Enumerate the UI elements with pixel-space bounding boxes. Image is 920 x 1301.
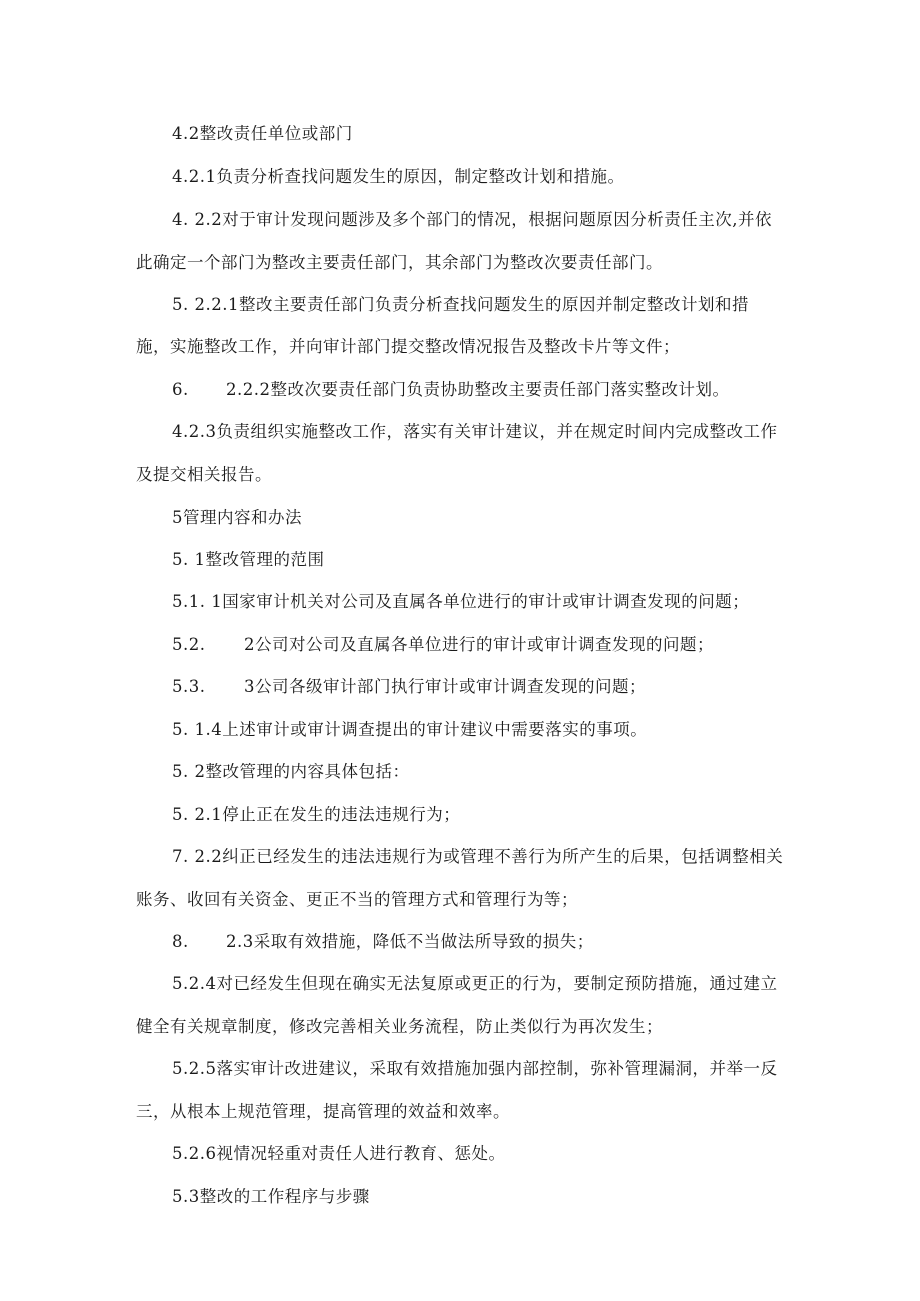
paragraph-line: 及提交相关报告。 — [136, 465, 272, 484]
paragraph-line: 5.2.6视情况轻重对责任人进行教育、惩处。 — [172, 1144, 506, 1163]
subsection-heading: 5.3整改的工作程序与步骤 — [172, 1187, 370, 1206]
subsection-heading: 5. 1整改管理的范围 — [172, 550, 325, 569]
paragraph-line: 4.2.1负责分析查找问题发生的原因，制定整改计划和措施。 — [172, 167, 625, 186]
paragraph-line: 5.1. 1国家审计机关对公司及直属各单位进行的审计或审计调查发现的问题； — [172, 592, 750, 611]
list-number: 6. — [172, 380, 189, 399]
list-number: 5.3. — [172, 677, 206, 696]
paragraph-line: 4.2.3负责组织实施整改工作，落实有关审计建议，并在规定时间内完成整改工作 — [172, 422, 778, 441]
subsection-heading: 5. 2整改管理的内容具体包括： — [172, 762, 410, 781]
section-heading: 5管理内容和办法 — [172, 508, 302, 527]
paragraph-line: 7. 2.2纠正已经发生的违法违规行为或管理不善行为所产生的后果，包括调整相关 — [172, 847, 784, 866]
heading-4-2: 4.2整改责任单位或部门 — [172, 124, 353, 143]
paragraph-line: 账务、收回有关资金、更正不当的管理方式和管理行为等； — [136, 890, 578, 909]
paragraph-line: 5. 2.2.1整改主要责任部门负责分析查找问题发生的原因并制定整改计划和措 — [172, 295, 749, 314]
paragraph-line: 健全有关规章制度，修改完善相关业务流程，防止类似行为再次发生； — [136, 1017, 663, 1036]
paragraph-line: 2.3采取有效措施，降低不当做法所导致的损失； — [226, 932, 594, 951]
paragraph-line: 2公司对公司及直属各单位进行的审计或审计调查发现的问题； — [244, 635, 714, 654]
paragraph-line: 3公司各级审计部门执行审计或审计调查发现的问题； — [244, 677, 646, 696]
paragraph-line: 5. 2.1停止正在发生的违法违规行为； — [172, 805, 461, 824]
paragraph-line: 5.2.5落实审计改进建议，采取有效措施加强内部控制，弥补管理漏洞，并举一反 — [172, 1059, 778, 1078]
paragraph-line: 5.2.4对已经发生但现在确实无法复原或更正的行为，要制定预防措施，通过建立 — [172, 974, 778, 993]
paragraph-line: 此确定一个部门为整改主要责任部门，其余部门为整改次要责任部门。 — [136, 253, 663, 272]
list-number: 8. — [172, 932, 189, 951]
paragraph-line: 4. 2.2对于审计发现问题涉及多个部门的情况，根据问题原因分析责任主次,并依 — [172, 210, 772, 229]
paragraph-line: 施，实施整改工作，并向审计部门提交整改情况报告及整改卡片等文件； — [136, 337, 680, 356]
paragraph-line: 三，从根本上规范管理，提高管理的效益和效率。 — [136, 1102, 510, 1121]
paragraph-line: 5. 1.4上述审计或审计调查提出的审计建议中需要落实的事项。 — [172, 720, 648, 739]
list-number: 5.2. — [172, 635, 206, 654]
paragraph-line: 2.2.2整改次要责任部门负责协助整改主要责任部门落实整改计划。 — [226, 380, 730, 399]
